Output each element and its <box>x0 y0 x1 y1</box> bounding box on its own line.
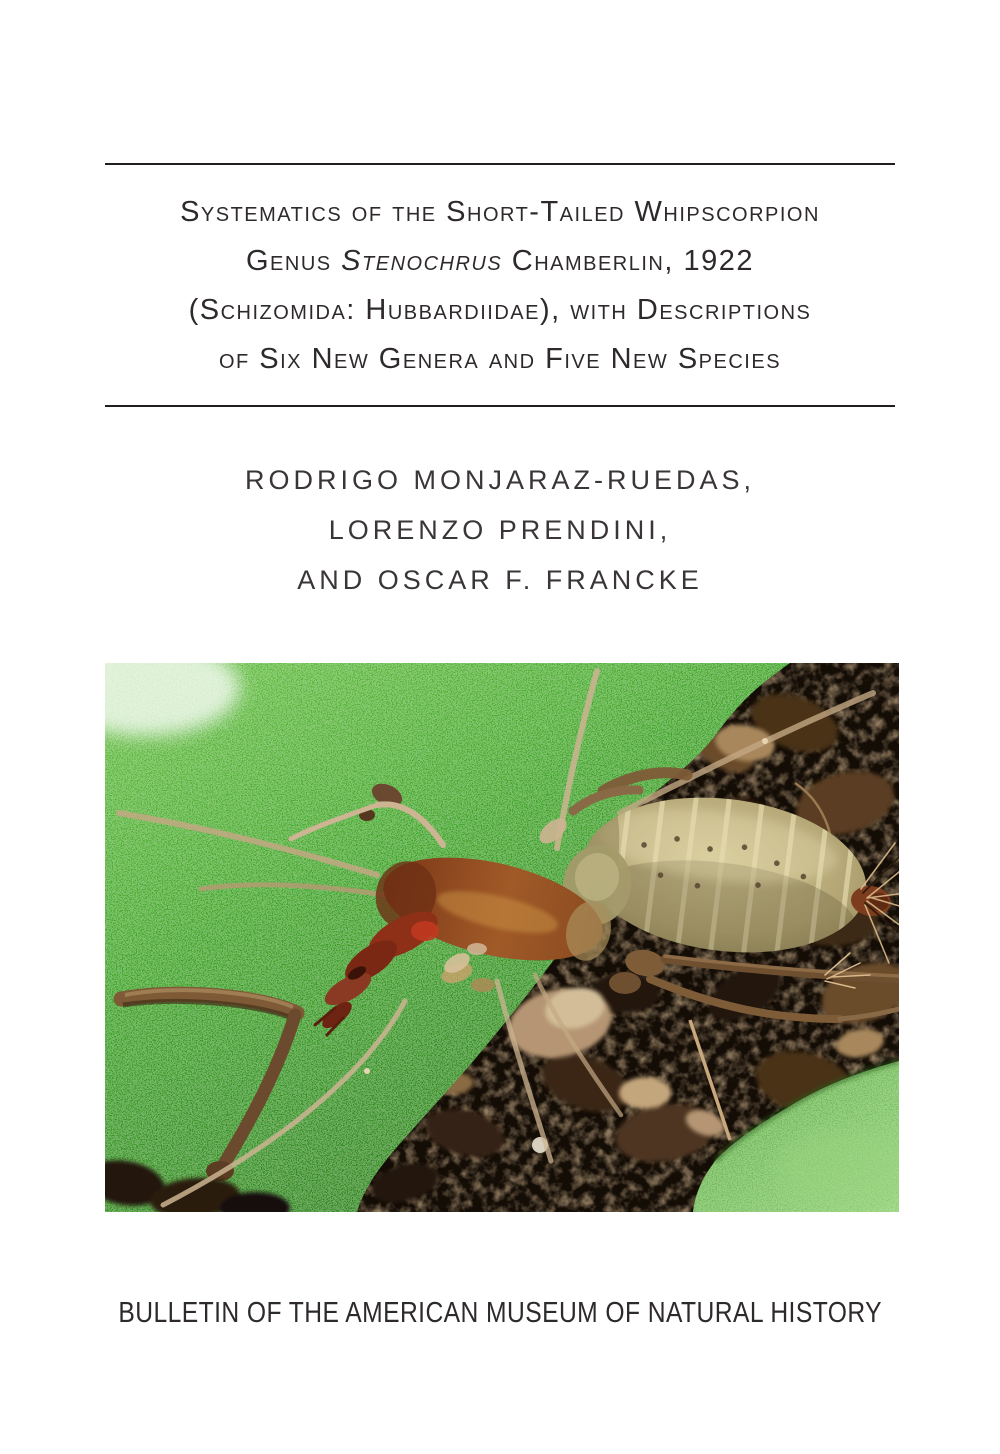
cover-photo <box>105 663 899 1212</box>
title-line2-pre: Genus <box>245 245 342 277</box>
bottom-rule <box>105 405 895 407</box>
author-line-1: RODRIGO MONJARAZ-RUEDAS, <box>244 465 756 495</box>
title-line-2 <box>0 237 1000 286</box>
author-line-2: LORENZO PRENDINI, <box>328 515 672 545</box>
title-line-1: Systematics of the Short-Tailed Whipscorpion <box>180 196 820 228</box>
title-line-4: of Six New Genera and Five New Species <box>218 343 782 375</box>
title-line2-genus-italic: Stenochrus <box>341 245 503 277</box>
top-rule <box>105 163 895 165</box>
footer-imprint: BULLETIN OF THE AMERICAN MUSEUM OF NATURAL HISTORY <box>118 1297 882 1329</box>
title-line2-post: Chamberlin, 1922 <box>502 245 755 277</box>
title-block <box>0 188 1000 384</box>
footer <box>0 1295 1000 1331</box>
title-line-3: (Schizomida: Hubbardiidae), with Descriptions <box>188 294 812 326</box>
authors-block <box>0 455 1000 605</box>
author-line-3: AND OSCAR F. FRANCKE <box>297 565 703 595</box>
